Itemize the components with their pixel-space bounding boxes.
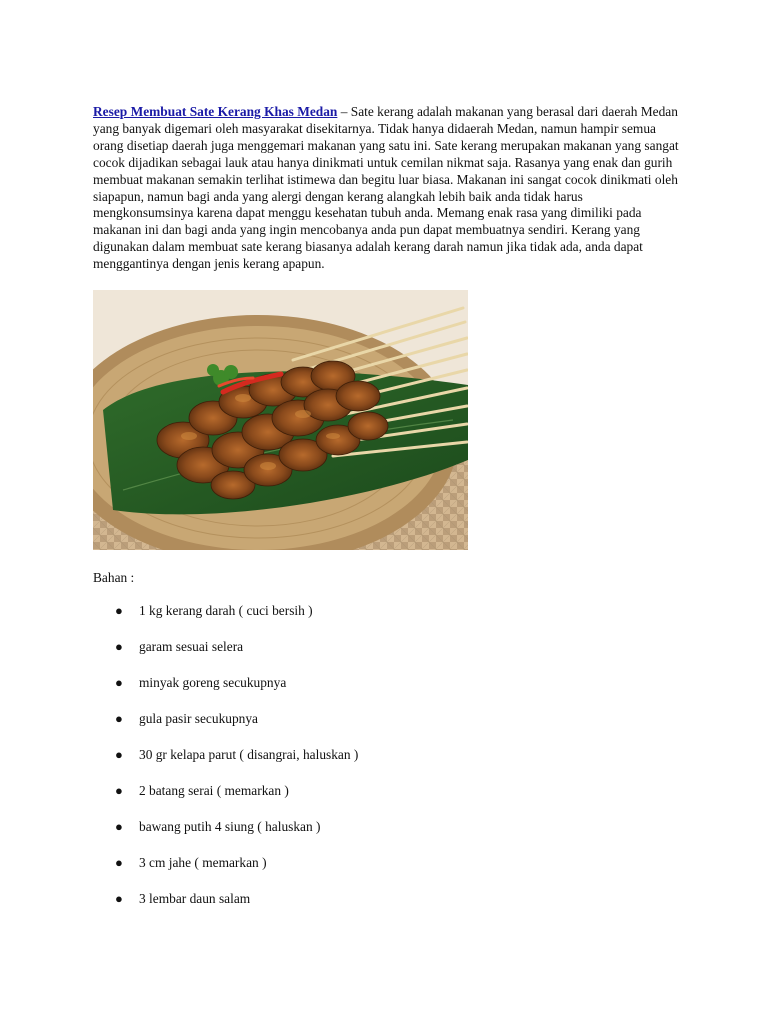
bullet-icon: ● xyxy=(115,603,123,619)
sate-kerang-photo xyxy=(93,290,468,550)
ingredient-text: minyak goreng secukupnya xyxy=(139,675,287,691)
bullet-icon: ● xyxy=(115,783,123,799)
bullet-icon: ● xyxy=(115,711,123,727)
title-link[interactable]: Resep Membuat Sate Kerang Khas Medan xyxy=(93,104,338,119)
ingredient-text: 3 cm jahe ( memarkan ) xyxy=(139,855,267,871)
bahan-label: Bahan : xyxy=(93,570,135,586)
ingredient-text: 3 lembar daun salam xyxy=(139,891,251,907)
list-item xyxy=(93,891,683,927)
ingredient-text: 1 kg kerang darah ( cuci bersih ) xyxy=(139,603,313,619)
list-item xyxy=(93,639,683,675)
list-item xyxy=(93,819,683,855)
ingredient-text: gula pasir secukupnya xyxy=(139,711,258,727)
list-item xyxy=(93,675,683,711)
document-page xyxy=(93,104,683,927)
ingredient-text: garam sesuai selera xyxy=(139,639,244,655)
bullet-icon: ● xyxy=(115,675,123,691)
bullet-icon: ● xyxy=(115,819,123,835)
list-item xyxy=(93,711,683,747)
list-item xyxy=(93,783,683,819)
intro-paragraph xyxy=(93,104,683,273)
bullet-icon: ● xyxy=(115,639,123,655)
bullet-icon: ● xyxy=(115,747,123,763)
ingredient-text: 30 gr kelapa parut ( disangrai, haluskan ) xyxy=(139,747,359,763)
ingredient-list xyxy=(93,603,683,927)
intro-text: – Sate kerang adalah makanan yang berasal dari daerah Medan yang banyak digemari oleh masyarakat disekitarnya. Tidak hanya didaerah Medan, namun hampir semua orang disetiap daerah juga menggemari makanan yang satu ini. Sate kerang merupakan makanan yang sangat cocok dijadikan sebagai lauk atau hanya dinikmati untuk cemilan nikmat saja. Rasanya yang enak dan gurih membuat makanan semakin terlihat istimewa dan begitu luar biasa. Makanan ini sangat cocok dinikmati oleh siapapun, namun bagi anda yang alergi dengan kerang alangkah lebih baik anda tidak harus mengkonsumsinya karena dapat menggu kesehatan tubuh anda. Memang enak rasa yang dimiliki pada makanan ini dan bagi anda yang ingin mencobanya anda pun dapat membuatnya sendiri. Kerang yang digunakan dalam membuat sate kerang biasanya adalah kerang darah namun jika tidak ada, anda dapat menggantinya dengan jenis kerang apapun. xyxy=(93,104,679,272)
list-item xyxy=(93,855,683,891)
bullet-icon: ● xyxy=(115,891,123,907)
bullet-icon: ● xyxy=(115,855,123,871)
ingredient-text: bawang putih 4 siung ( haluskan ) xyxy=(139,819,321,835)
ingredient-text: 2 batang serai ( memarkan ) xyxy=(139,783,289,799)
list-item xyxy=(93,603,683,639)
list-item xyxy=(93,747,683,783)
